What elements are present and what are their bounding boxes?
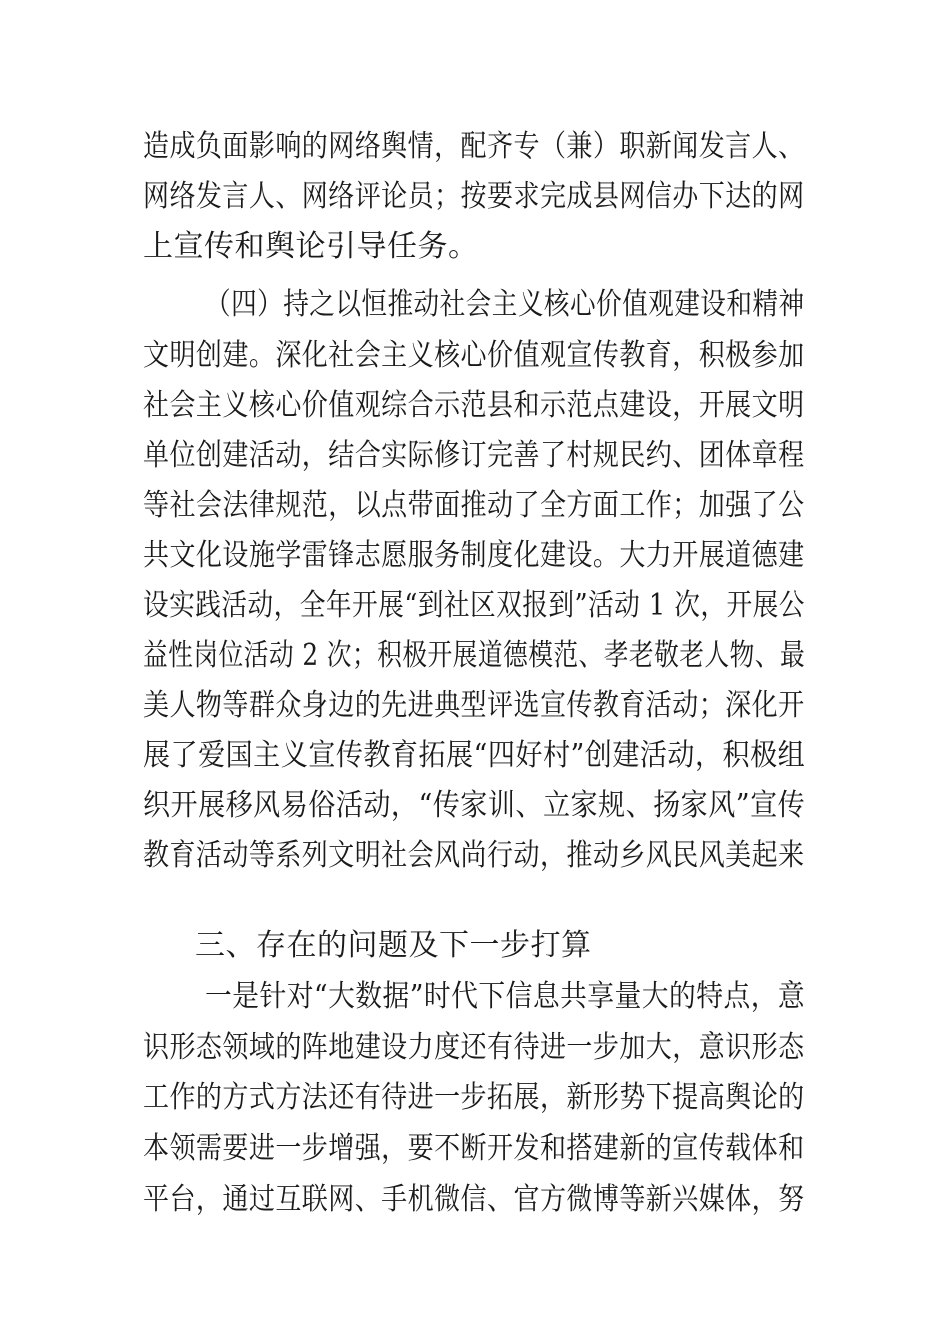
paragraph-line: 上宣传和舆论引导任务。: [143, 229, 479, 264]
paragraph-line: 社会主义核心价值观综合示范县和示范点建设，开展文明: [143, 388, 805, 423]
paragraph-line: 工作的方式方法还有待进一步拓展，新形势下提高舆论的: [143, 1080, 805, 1115]
paragraph-line: 等社会法律规范，以点带面推动了全方面工作；加强了公: [143, 488, 805, 523]
paragraph-line: 单位创建活动，结合实际修订完善了村规民约、团体章程: [143, 438, 805, 473]
paragraph-line: 本领需要进一步增强，要不断开发和搭建新的宣传载体和: [143, 1131, 805, 1166]
section-four-heading-line: （四）持之以恒推动社会主义核心价值观建设和精神: [205, 287, 805, 322]
paragraph-line: 展了爱国主义宣传教育拓展“四好村”创建活动，积极组: [143, 738, 806, 773]
paragraph-line: 益性岗位活动 2 次；积极开展道德模范、孝老敬老人物、最: [143, 638, 806, 673]
paragraph-line: 文明创建。深化社会主义核心价值观宣传教育，积极参加: [143, 338, 805, 373]
paragraph-line: 平台，通过互联网、手机微信、官方微博等新兴媒体，努: [143, 1182, 805, 1217]
paragraph-line: 造成负面影响的网络舆情，配齐专（兼）职新闻发言人、: [143, 129, 805, 164]
paragraph-line: 网络发言人、网络评论员；按要求完成县网信办下达的网: [143, 179, 805, 214]
paragraph-line: 教育活动等系列文明社会风尚行动，推动乡风民风美起来: [143, 838, 805, 873]
paragraph-line: 识形态领域的阵地建设力度还有待进一步加大，意识形态: [143, 1030, 805, 1065]
paragraph-line: 织开展移风易俗活动，“传家训、立家规、扬家风”宣传: [143, 788, 806, 823]
paragraph-line: 共文化设施学雷锋志愿服务制度化建设。大力开展道德建: [143, 538, 805, 573]
paragraph-line: 设实践活动，全年开展“到社区双报到”活动 1 次，开展公: [143, 588, 805, 623]
paragraph-line: 美人物等群众身边的先进典型评选宣传教育活动；深化开: [143, 688, 805, 723]
paragraph-line: 一是针对“大数据”时代下信息共享量大的特点，意: [205, 979, 806, 1014]
section-three-heading: 三、存在的问题及下一步打算: [195, 928, 592, 963]
